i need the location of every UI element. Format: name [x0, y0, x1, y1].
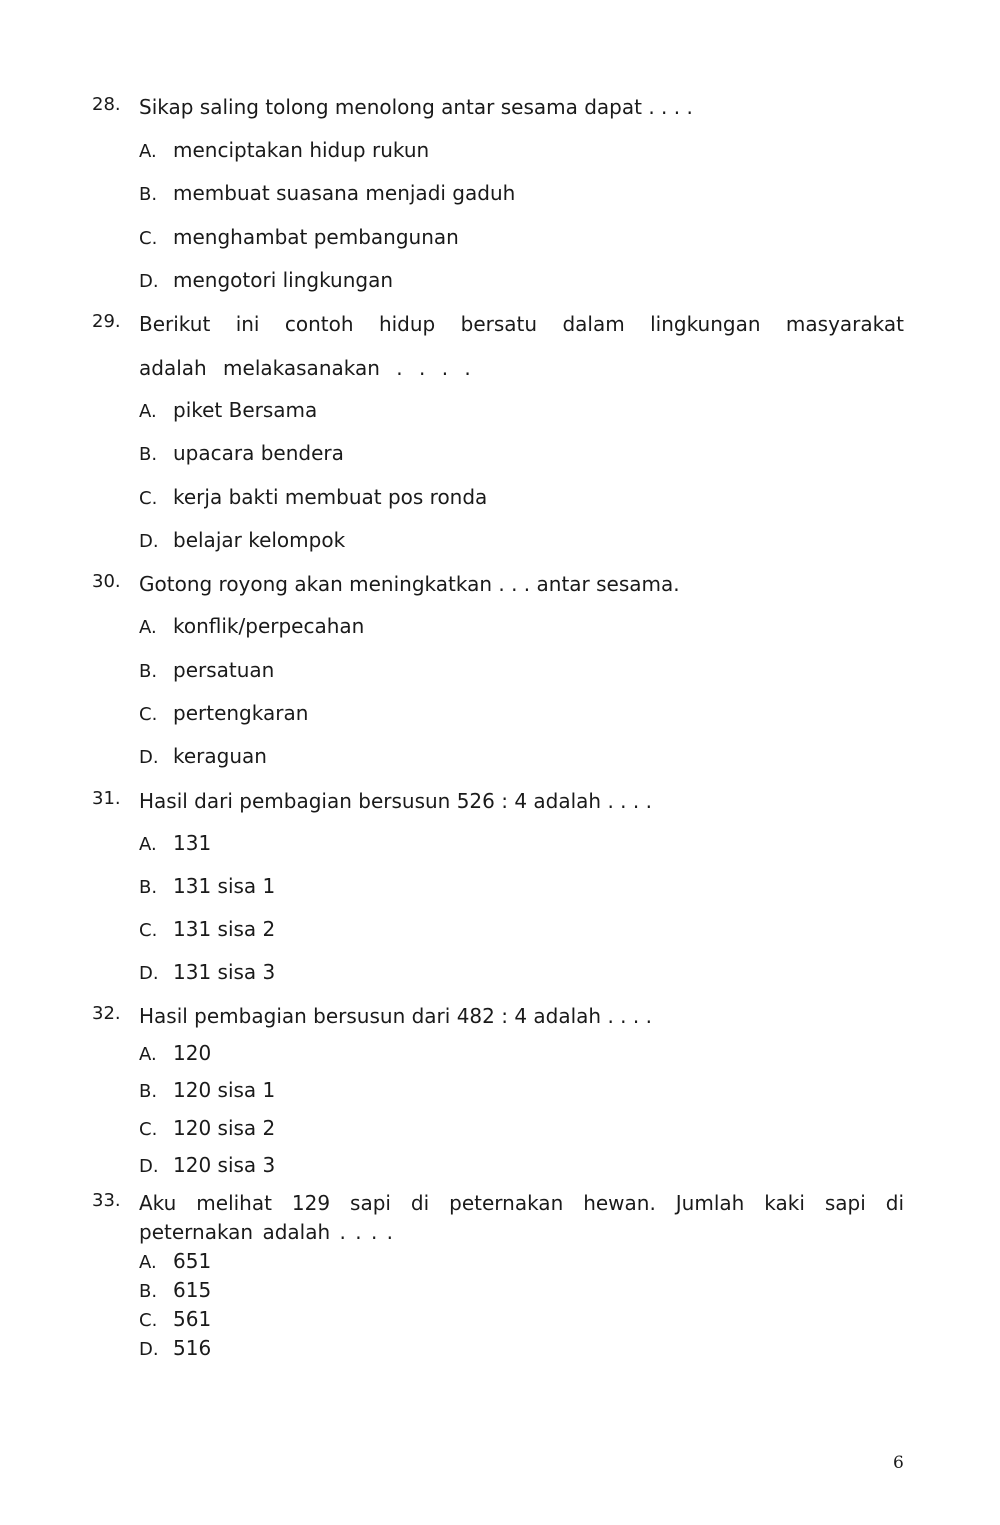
option-text: persatuan [173, 658, 275, 682]
option-letter: D. [139, 1339, 159, 1360]
option-letter: A. [139, 617, 157, 638]
option-text: 131 sisa 1 [173, 874, 276, 898]
page-number: 6 [893, 1453, 904, 1473]
option-31-a[interactable] [139, 831, 211, 855]
option-text: pertengkaran [173, 701, 309, 725]
option-letter: D. [139, 1156, 159, 1177]
option-text: 516 [173, 1336, 212, 1360]
option-letter: C. [139, 1119, 158, 1140]
option-text: 651 [173, 1249, 212, 1273]
question-number: 32. [92, 1003, 121, 1024]
option-letter: B. [139, 184, 158, 205]
option-30-d[interactable] [139, 744, 267, 768]
question-stem: Aku melihat 129 sapi di peternakan hewan. Jumlah kaki sapi di peternakan adalah . . . . [139, 1191, 904, 1244]
option-32-d[interactable] [139, 1153, 275, 1177]
option-letter: C. [139, 920, 158, 941]
question-stem: Gotong royong akan meningkatkan . . . antar sesama. [139, 572, 680, 596]
option-text: 615 [173, 1278, 212, 1302]
option-letter: B. [139, 444, 158, 465]
option-text: 131 sisa 2 [173, 917, 276, 941]
option-text: menghambat pembangunan [173, 225, 459, 249]
question-number: 29. [92, 311, 121, 332]
option-31-b[interactable] [139, 874, 275, 898]
option-letter: B. [139, 1281, 158, 1302]
option-text: belajar kelompok [173, 528, 346, 552]
option-33-c[interactable] [139, 1307, 211, 1331]
option-text: 561 [173, 1307, 212, 1331]
option-text: 131 [173, 831, 212, 855]
option-letter: B. [139, 1081, 158, 1102]
question-number: 33. [92, 1190, 121, 1211]
question-stem: Hasil pembagian bersusun dari 482 : 4 adalah . . . . [139, 1004, 652, 1028]
option-letter: A. [139, 1252, 157, 1273]
option-text: keraguan [173, 744, 267, 768]
option-text: mengotori lingkungan [173, 268, 394, 292]
option-text: 120 sisa 1 [173, 1078, 276, 1102]
question-28 [92, 94, 904, 120]
option-31-d[interactable] [139, 960, 275, 984]
option-text: upacara bendera [173, 441, 344, 465]
option-28-b[interactable] [139, 181, 515, 205]
question-stem: Sikap saling tolong menolong antar sesama dapat . . . . [139, 95, 693, 119]
option-letter: D. [139, 963, 159, 984]
question-31 [92, 788, 904, 814]
question-number: 28. [92, 94, 121, 115]
question-stem: Berikut ini contoh hidup bersatu dalam lingkungan masyarakat adalah melakasanakan . . . . [139, 312, 904, 380]
option-text: piket Bersama [173, 398, 318, 422]
question-number: 31. [92, 788, 121, 809]
option-letter: C. [139, 228, 158, 249]
option-letter: B. [139, 661, 158, 682]
option-32-a[interactable] [139, 1041, 211, 1065]
option-29-c[interactable] [139, 485, 487, 509]
option-text: konflik/perpecahan [173, 614, 365, 638]
option-text: 131 sisa 3 [173, 960, 276, 984]
option-32-c[interactable] [139, 1116, 275, 1140]
question-30 [92, 571, 904, 597]
option-31-c[interactable] [139, 917, 275, 941]
option-30-c[interactable] [139, 701, 308, 725]
option-letter: C. [139, 1310, 158, 1331]
option-letter: C. [139, 488, 158, 509]
option-letter: D. [139, 531, 159, 552]
option-text: 120 sisa 2 [173, 1116, 276, 1140]
option-28-a[interactable] [139, 138, 429, 162]
option-letter: A. [139, 1044, 157, 1065]
option-letter: B. [139, 877, 158, 898]
option-text: membuat suasana menjadi gaduh [173, 181, 516, 205]
question-33 [92, 1190, 904, 1247]
option-text: kerja bakti membuat pos ronda [173, 485, 488, 509]
option-29-b[interactable] [139, 441, 344, 465]
option-letter: D. [139, 747, 159, 768]
question-number: 30. [92, 571, 121, 592]
option-text: 120 sisa 3 [173, 1153, 276, 1177]
option-letter: D. [139, 271, 159, 292]
option-text: 120 [173, 1041, 212, 1065]
option-32-b[interactable] [139, 1078, 275, 1102]
option-letter: A. [139, 141, 157, 162]
option-letter: A. [139, 834, 157, 855]
option-28-d[interactable] [139, 268, 393, 292]
option-29-d[interactable] [139, 528, 345, 552]
option-letter: C. [139, 704, 158, 725]
option-33-b[interactable] [139, 1278, 211, 1302]
option-text: menciptakan hidup rukun [173, 138, 430, 162]
option-30-a[interactable] [139, 614, 364, 638]
question-32 [92, 1003, 904, 1029]
question-stem: Hasil dari pembagian bersusun 526 : 4 adalah . . . . [139, 789, 652, 813]
option-30-b[interactable] [139, 658, 274, 682]
option-29-a[interactable] [139, 398, 317, 422]
option-letter: A. [139, 401, 157, 422]
question-29 [92, 311, 904, 390]
option-33-d[interactable] [139, 1336, 211, 1360]
option-33-a[interactable] [139, 1249, 211, 1273]
option-28-c[interactable] [139, 225, 459, 249]
